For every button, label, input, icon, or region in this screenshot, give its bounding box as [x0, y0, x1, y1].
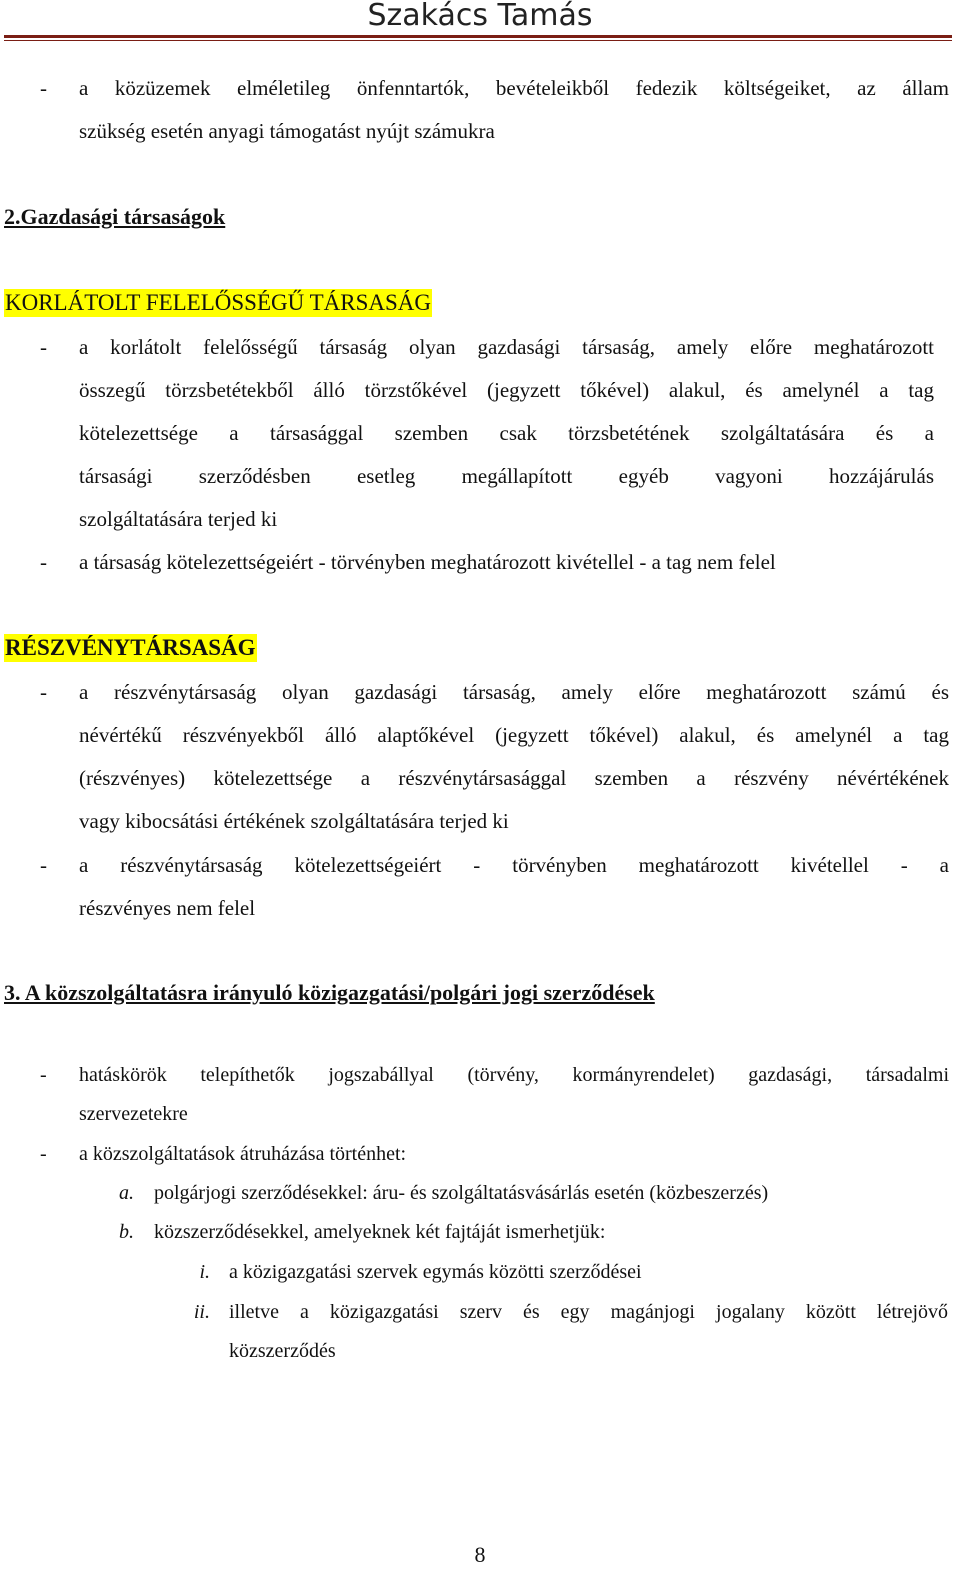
kft-item1-line-2: összegű törzsbetétekből álló törzstőkével (jegyzett tőkével) alakul, és amelynél a tag — [79, 378, 934, 402]
sub-item-a: polgárjogi szerződésekkel: áru- és szolgáltatásvásárlás esetén (közbeszerzés) — [154, 1182, 769, 1204]
sub-marker-ii: ii. — [193, 1301, 210, 1323]
sub-marker-b: b. — [119, 1221, 134, 1243]
rt-item2-line-1: a részvénytársaság kötelezettségeiért - törvényben meghatározott kivétellel - a — [79, 853, 949, 877]
rt-item1-line-3: (részvényes) kötelezettsége a részvénytársasággal szemben a részvény névértékének — [79, 766, 949, 790]
bullet-dash: - — [40, 1143, 47, 1165]
bullet-dash: - — [40, 335, 47, 359]
kft-item1-line-1: a korlátolt felelősségű társaság olyan gazdasági társaság, amely előre meghatározott — [79, 335, 934, 359]
rt-item2-line-2: részvényes nem felel — [79, 896, 256, 920]
bullet-dash: - — [40, 680, 47, 704]
rt-heading: RÉSZVÉNYTÁRSASÁG — [5, 635, 256, 660]
page-header — [0, 0, 960, 44]
section-3-heading: 3. A közszolgáltatásra irányuló közigazgatási/polgári jogi szerződések — [4, 980, 655, 1005]
bullet-dash: - — [40, 550, 47, 574]
kft-item1-line-3: kötelezettsége a társasággal szemben csak törzsbetétének szolgáltatására és a — [79, 421, 934, 445]
rt-item1-line-1: a részvénytársaság olyan gazdasági társaság, amely előre meghatározott számú és — [79, 680, 949, 704]
page-number: 8 — [474, 1542, 486, 1567]
s3-item1-line-2: szervezetekre — [79, 1103, 188, 1125]
rt-item1-line-4: vagy kibocsátási értékének szolgáltatására terjed ki — [79, 809, 509, 833]
bullet-dash: - — [40, 853, 47, 877]
sub-marker-a: a. — [119, 1182, 134, 1204]
sub-item-b: közszerződésekkel, amelyeknek két fajtáját ismerhetjük: — [154, 1221, 606, 1243]
sub-marker-i: i. — [199, 1261, 210, 1283]
intro-line-2: szükség esetén anyagi támogatást nyújt számukra — [79, 119, 495, 143]
header-author: Szakács Tamás — [367, 0, 593, 33]
section-2-heading: 2.Gazdasági társaságok — [4, 204, 226, 229]
header-rule-thin — [4, 40, 952, 41]
rt-item1-line-2: névértékű részvényekből álló alaptőkével (jegyzett tőkével) alakul, és amelynél a tag — [79, 723, 949, 747]
kft-heading: KORLÁTOLT FELELŐSSÉGŰ TÁRSASÁG — [5, 290, 431, 315]
s3-item1-line-1: hatáskörök telepíthetők jogszabállyal (törvény, kormányrendelet) gazdasági, társadalmi — [79, 1064, 949, 1086]
bullet-dash: - — [40, 1064, 47, 1086]
bullet-dash: - — [40, 76, 47, 100]
kft-item1-line-4: társasági szerződésben esetleg megállapított egyéb vagyoni hozzájárulás — [79, 464, 934, 488]
header-rule-thick — [4, 35, 952, 38]
kft-item1-line-5: szolgáltatására terjed ki — [79, 507, 278, 531]
intro-line-1: a közüzemek elméletileg önfenntartók, bevételeikből fedezik költségeiket, az állam — [79, 76, 949, 100]
s3-item2: a közszolgáltatások átruházása történhet: — [79, 1143, 407, 1165]
kft-item2: a társaság kötelezettségeiért - törvényben meghatározott kivétellel - a tag nem felel — [79, 550, 776, 574]
sub-item-ii-line-1: illetve a közigazgatási szerv és egy magánjogi jogalany között létrejövő — [229, 1301, 948, 1323]
sub-item-ii-line-2: közszerződés — [229, 1340, 336, 1362]
sub-item-i: a közigazgatási szervek egymás közötti szerződései — [229, 1261, 642, 1283]
